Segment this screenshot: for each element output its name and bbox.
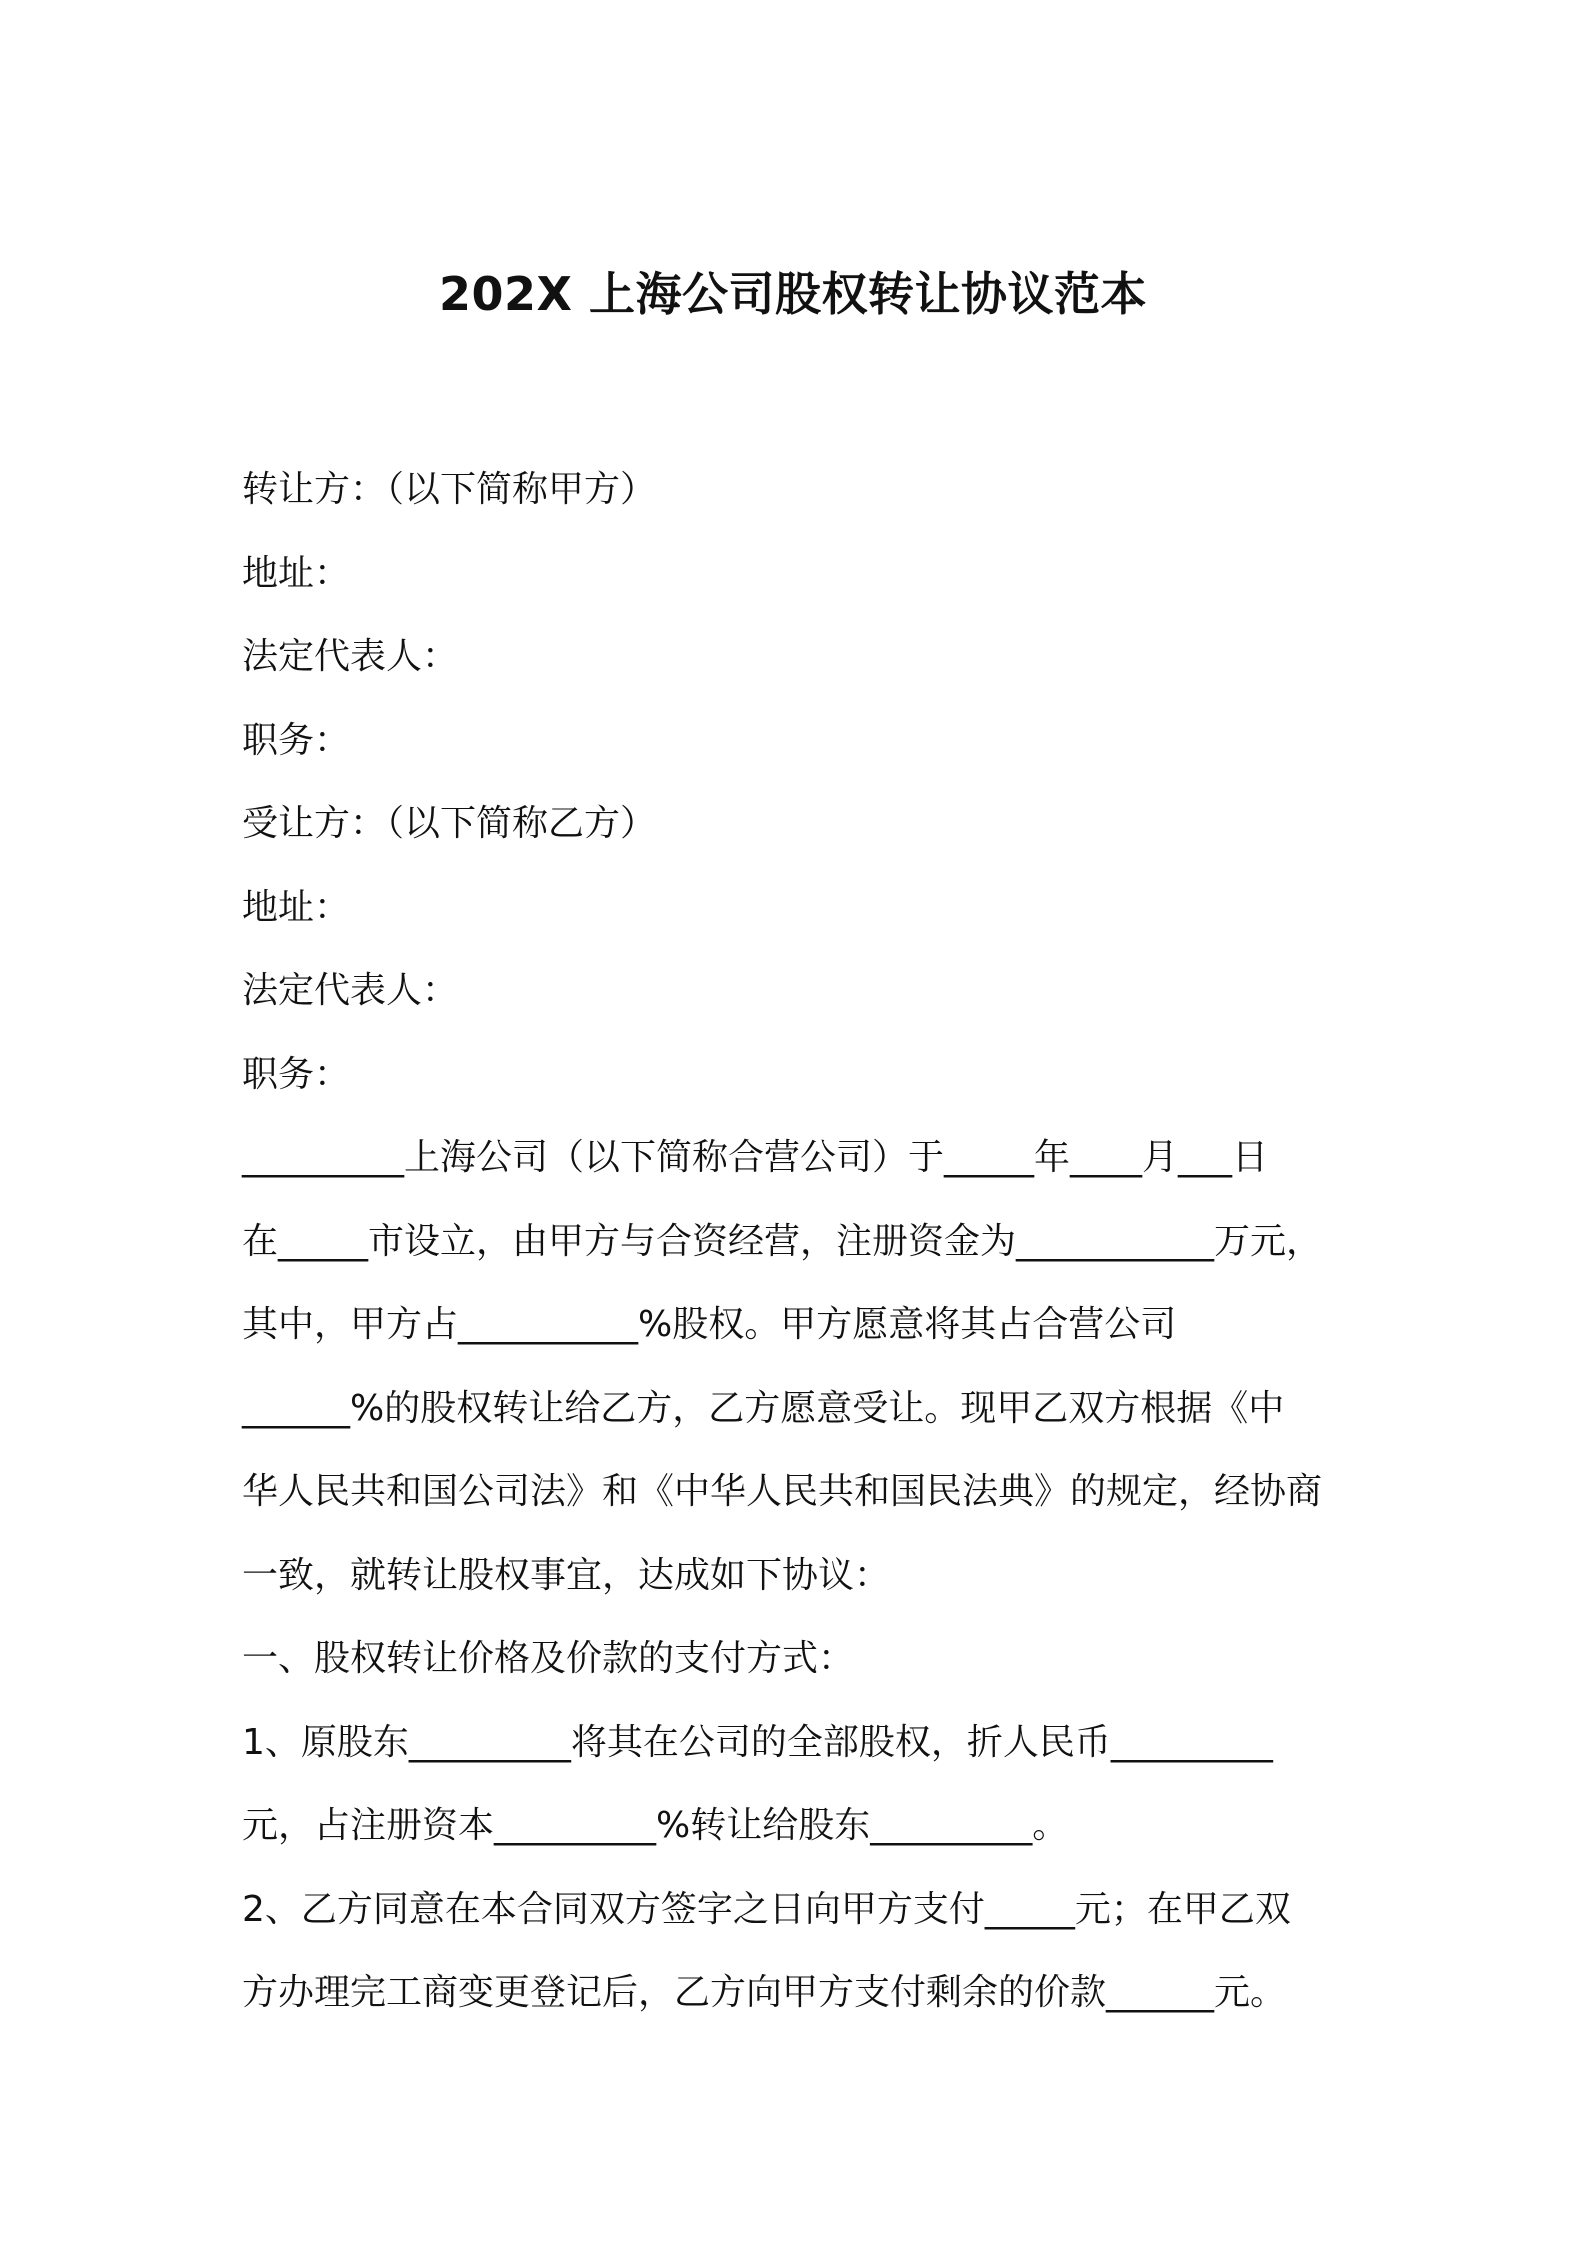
clause-1-line: 1、原股东_________将其在公司的全部股权，折人民币_________	[242, 1721, 1273, 1763]
preamble-line: 在_____市设立，由甲方与合资经营，注册资金为___________万元，	[242, 1220, 1323, 1262]
clause-2-line: 2、乙方同意在本合同双方签字之日向甲方支付_____元；在甲乙双	[242, 1888, 1291, 1930]
clause-2-line: 方办理完工商变更登记后，乙方向甲方支付剩余的价款______元。	[242, 1972, 1287, 2013]
transferee-legal-rep: 法定代表人：	[242, 970, 459, 1011]
transferor-label: 转让方：（以下简称甲方）	[242, 469, 657, 510]
transferor-position: 职务：	[242, 719, 351, 761]
preamble-line: _________上海公司（以下简称合营公司）于_____年____月___日	[242, 1137, 1269, 1178]
preamble-line: 华人民共和国公司法》和《中华人民共和国民法典》的规定，经协商	[242, 1471, 1323, 1512]
preamble-line: 其中，甲方占__________%股权。甲方愿意将其占合营公司	[242, 1304, 1177, 1345]
transferee-label: 受让方：（以下简称乙方）	[242, 803, 657, 844]
transferor-address: 地址：	[242, 552, 351, 594]
section-1-heading: 一、股权转让价格及价款的支付方式：	[242, 1638, 855, 1679]
transferor-legal-rep: 法定代表人：	[242, 636, 459, 677]
transferee-position: 职务：	[242, 1053, 351, 1095]
clause-1-line: 元，占注册资本_________%转让给股东_________。	[242, 1805, 1069, 1846]
preamble-line: 一致，就转让股权事宜，达成如下协议：	[242, 1554, 891, 1596]
document-title: 202X 上海公司股权转让协议范本	[438, 267, 1147, 321]
transferee-address: 地址：	[242, 886, 351, 928]
document-body	[242, 448, 1362, 2035]
preamble-line: ______%的股权转让给乙方，乙方愿意受让。现甲乙双方根据《中	[242, 1387, 1285, 1429]
